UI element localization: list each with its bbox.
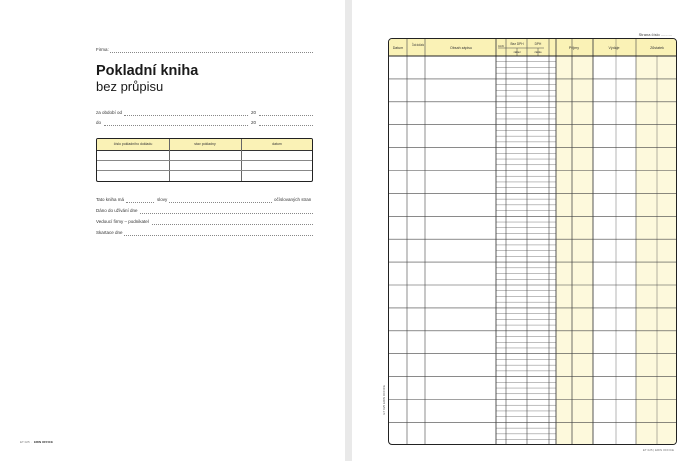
- col-date: datum: [272, 142, 282, 146]
- left-footer: ET 025 · ERIN OFFICE: [20, 440, 53, 444]
- hdr-doc-number: Číslo dokladu: [412, 43, 432, 47]
- right-footer: ET 025 | ERIN OFFICE: [642, 448, 674, 452]
- firma-label: Firma:: [96, 47, 109, 52]
- book-has-label: Tato kniha má: [96, 197, 125, 202]
- left-page: [0, 0, 345, 461]
- company-head-label: Vedoucí firmy – podnikatel: [96, 219, 149, 224]
- cash-book-grid: [389, 39, 677, 445]
- col-cash-state: stav pokladny: [194, 142, 216, 146]
- title-line1: Pokladní kniha: [96, 63, 199, 79]
- words-line[interactable]: [169, 202, 272, 203]
- from-year: 20: [251, 110, 257, 115]
- col-doc-number: číslo pokladního dokladu: [113, 142, 153, 146]
- company-head-line[interactable]: [152, 224, 313, 225]
- footer-code: ET 025: [20, 440, 30, 444]
- side-code: ET 025 ERIN OFFICE: [382, 385, 386, 415]
- sheet-number-label: Strana číslo ..........: [638, 32, 672, 37]
- balance-column-fill: [636, 56, 677, 445]
- from-label: za období od: [96, 110, 123, 115]
- used-since-line[interactable]: [140, 213, 313, 214]
- cash-book-table: [388, 38, 677, 445]
- title-line2: bez průpisu: [96, 79, 164, 94]
- numbered-pages-label: očíslovaných stran: [274, 197, 312, 202]
- table-header-band: [389, 39, 677, 56]
- used-since-label: Dáno do užívání dne: [96, 208, 138, 213]
- to-year-line[interactable]: [259, 125, 313, 126]
- to-label: do: [96, 120, 102, 125]
- hdr-excl-vat: Bez DPH: [510, 42, 524, 46]
- shredded-label: Skartace dne: [96, 230, 123, 235]
- hdr-balance: Zůstatek: [650, 46, 664, 50]
- hdr-date: Datum: [392, 46, 404, 50]
- hdr-vat-sub: částka: [534, 51, 542, 54]
- income-column-fill: [556, 56, 593, 445]
- to-line[interactable]: [104, 125, 248, 126]
- hdr-base-sub: základ: [513, 51, 521, 54]
- hdr-vat-rate: [498, 44, 504, 48]
- hdr-income: Příjmy: [568, 46, 580, 50]
- cash-state-table: [96, 138, 313, 182]
- to-year: 20: [251, 120, 257, 125]
- words-label: slovy: [157, 197, 168, 202]
- footer-brand: ERIN OFFICE: [33, 440, 53, 444]
- from-year-line[interactable]: [259, 115, 313, 116]
- hdr-vat: DPH: [534, 42, 542, 46]
- hdr-expense: Výdaje: [608, 46, 620, 50]
- from-line[interactable]: [124, 115, 248, 116]
- page-count-line[interactable]: [126, 202, 154, 203]
- firma-line[interactable]: [110, 52, 313, 53]
- table-row-line: [97, 170, 312, 171]
- shredded-line[interactable]: [124, 235, 313, 236]
- table-row-line: [97, 160, 312, 161]
- hdr-description: Obsah zápisu: [450, 46, 472, 50]
